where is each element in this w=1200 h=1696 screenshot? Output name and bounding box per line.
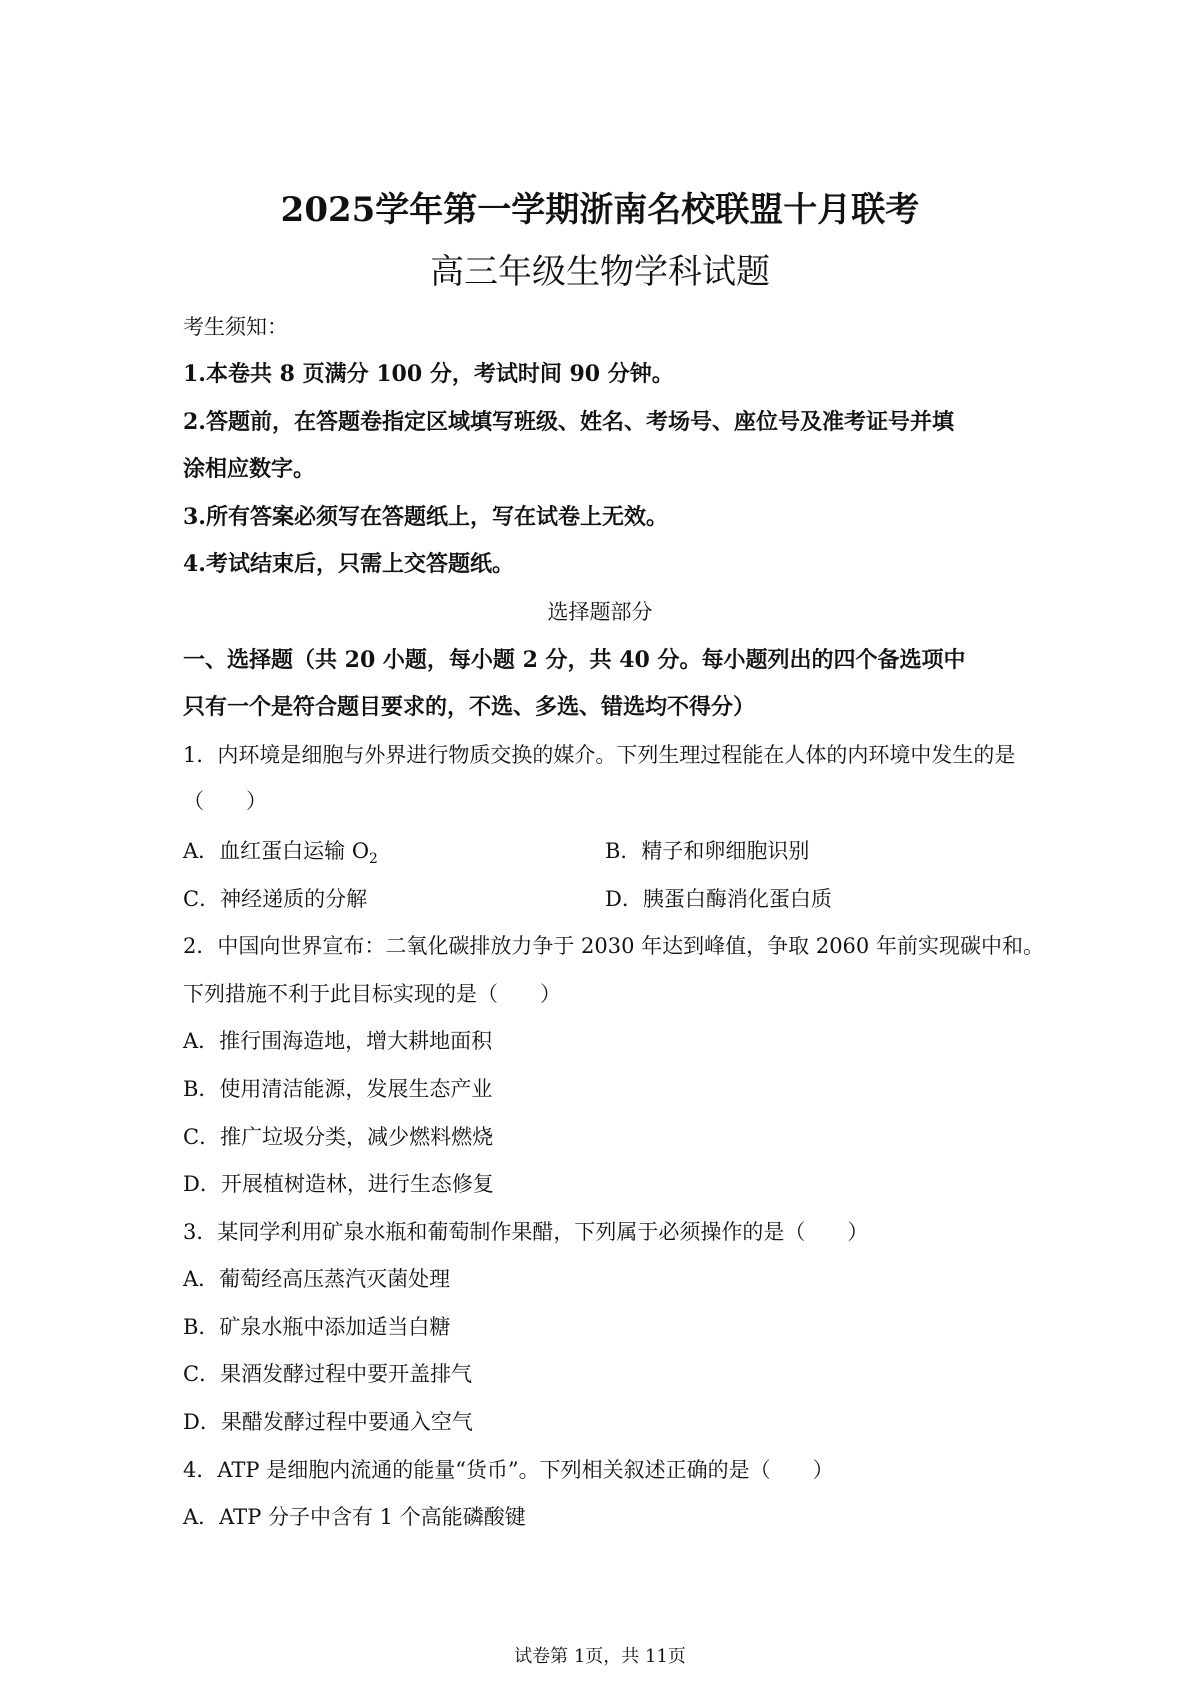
question-1-option-d: D．胰蛋白酶消化蛋白质 [605,887,832,911]
question-2-stem-cont: 下列措施不利于此目标实现的是（ ） [183,982,561,1006]
question-2-option-b: B．使用清洁能源，发展生态产业 [183,1077,493,1101]
question-1-option-c: C．神经递质的分解 [183,887,368,911]
question-1-option-b: B．精子和卵细胞识别 [605,839,810,863]
question-2-stem: 2．中国向世界宣布：二氧化碳排放力争于 2030 年达到峰值，争取 2060 年前实现碳中和。 [183,934,1044,958]
question-1-option-a [183,836,378,874]
notice-item-1: 1.本卷共 8 页满分 100 分，考试时间 90 分钟。 [183,361,674,387]
notice-item-4: 4.考试结束后，只需上交答题纸。 [183,551,514,577]
question-3-option-a: A．葡萄经高压蒸汽灭菌处理 [183,1267,451,1291]
section-instruction-line2: 只有一个是符合题目要求的，不选、多选、错选均不得分） [183,694,756,720]
notice-item-3: 3.所有答案必须写在答题纸上，写在试卷上无效。 [183,504,668,530]
question-2-option-a: A．推行围海造地，增大耕地面积 [183,1029,493,1053]
question-1-stem: 1．内环境是细胞与外界进行物质交换的媒介。下列生理过程能在人体的内环境中发生的是 [183,743,1016,767]
section-instruction-line1: 一、选择题（共 20 小题，每小题 2 分，共 40 分。每小题列出的四个备选项中 [183,647,966,673]
question-1-option-a-subscript: 2 [369,851,378,868]
question-4-option-a: A．ATP 分子中含有 1 个高能磷酸键 [183,1505,526,1529]
page-footer: 试卷第 1页，共 11页 [514,1646,686,1667]
notice-item-2: 2.答题前，在答题卷指定区域填写班级、姓名、考场号、座位号及准考证号并填 [183,409,954,435]
question-2-option-c: C．推广垃圾分类，减少燃料燃烧 [183,1125,494,1149]
notice-heading: 考生须知： [183,315,288,339]
exam-title-line2: 高三年级生物学科试题 [430,252,770,292]
question-4-stem: 4．ATP 是细胞内流通的能量“货币”。下列相关叙述正确的是（ ） [183,1458,834,1482]
question-3-option-d: D．果醋发酵过程中要通入空气 [183,1410,473,1434]
question-1-stem-cont: （ ） [183,789,267,813]
section-title: 选择题部分 [547,600,653,624]
question-2-option-d: D．开展植树造林，进行生态修复 [183,1172,494,1196]
question-1-option-a-text: A．血红蛋白运输 O [183,839,370,863]
notice-item-2-cont: 涂相应数字。 [183,456,316,482]
question-3-option-c: C．果酒发酵过程中要开盖排气 [183,1362,473,1386]
question-3-stem: 3．某同学利用矿泉水瓶和葡萄制作果醋，下列属于必须操作的是（ ） [183,1220,869,1244]
question-3-option-b: B．矿泉水瓶中添加适当白糖 [183,1315,451,1339]
exam-title-line1: 2025学年第一学期浙南名校联盟十月联考 [280,190,920,230]
